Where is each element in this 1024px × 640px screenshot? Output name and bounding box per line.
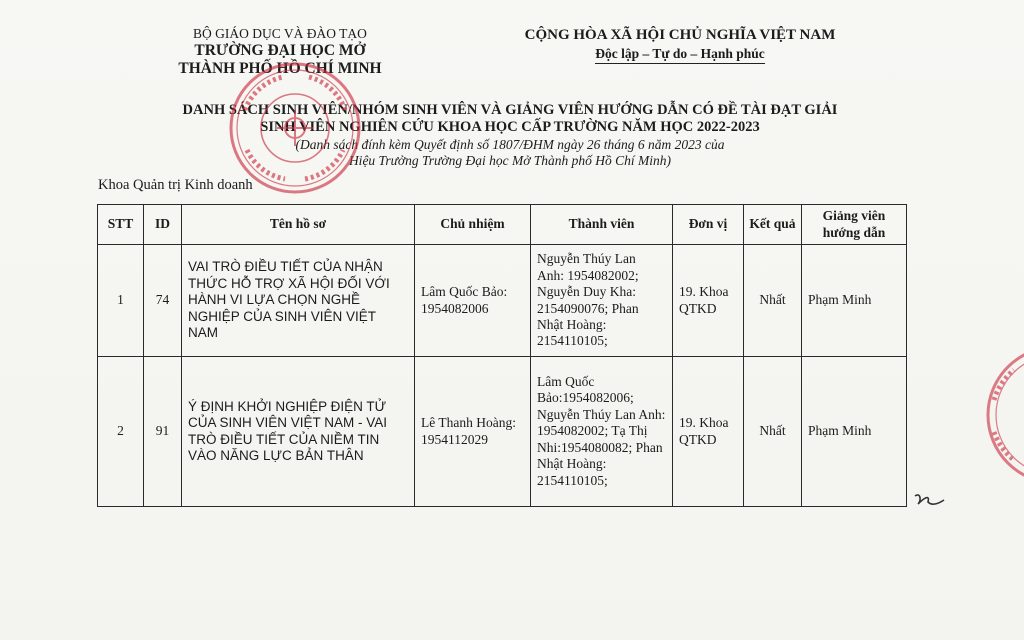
cell-line: TRÒ ĐIỀU TIẾT CỦA NIỀM TIN [188, 431, 380, 447]
cell-line: Nguyễn Thúy Lan Anh: [537, 406, 666, 422]
cell-line: NAM [188, 325, 218, 341]
document-title [110, 102, 910, 169]
cell-line: Lâm Quốc [537, 373, 595, 389]
cell-id: 74 [144, 245, 182, 357]
cell-line: 2154110105; [537, 333, 608, 349]
republic-name: CỘNG HÒA XÃ HỘI CHỦ NGHĨA VIỆT NAM [524, 27, 836, 43]
header-giang-vien-line2: hướng dẫn [822, 224, 886, 240]
cell-line: Nguyễn Duy Kha: [537, 284, 636, 300]
cell-stt: 1 [98, 245, 144, 357]
cell-line: THỨC HỖ TRỢ XÃ HỘI ĐỐI VỚI [188, 275, 390, 291]
cell-line: 1954082006 [421, 300, 489, 316]
title-note-line2: Hiệu Trưởng Trường Đại học Mở Thành phố Hồ Chí Minh) [348, 152, 672, 168]
cell-line: QTKD [679, 431, 717, 447]
cell-line: Nhi:1954080082; Phan [537, 439, 663, 455]
cell-chu-nhiem [415, 357, 531, 507]
handwritten-initial [912, 490, 948, 512]
header-giang-vien-line1: Giảng viên [822, 208, 886, 224]
faculty-label: Khoa Quản trị Kinh doanh [98, 177, 253, 193]
cell-line: VAI TRÒ ĐIỀU TIẾT CỦA NHẬN [188, 259, 383, 275]
awards-table [97, 204, 907, 507]
cell-chu-nhiem [415, 245, 531, 357]
cell-line: Anh: 1954082002; [537, 267, 639, 283]
university-name-line2: THÀNH PHỐ HỒ CHÍ MINH [178, 60, 382, 78]
cell-giang-vien: Phạm Minh [802, 245, 907, 357]
cell-ten-ho-so [182, 245, 415, 357]
cell-line: 1954082002; Tạ Thị [537, 423, 648, 439]
cell-line: QTKD [679, 300, 717, 316]
cell-ket-qua: Nhất [744, 357, 802, 507]
cell-line: 2154110105; [537, 472, 608, 488]
cell-line: VÀO NĂNG LỰC BẢN THÂN [188, 447, 364, 463]
cell-line: Nguyễn Thúy Lan [537, 251, 636, 267]
table-row [98, 357, 907, 507]
cell-line: Ý ĐỊNH KHỞI NGHIỆP ĐIỆN TỬ [188, 398, 387, 414]
title-line2: SINH VIÊN NGHIÊN CỨU KHOA HỌC CẤP TRƯỜNG NĂM HỌC 2022-2023 [260, 119, 760, 136]
title-note-line1: (Danh sách đính kèm Quyết định số 1807/ĐHM ngày 26 tháng 6 năm 2023 của [295, 136, 725, 152]
partial-seal-stamp [984, 340, 1024, 490]
cell-line: CỦA SINH VIÊN VIỆT NAM - VAI [188, 415, 388, 431]
cell-line: 19. Khoa [679, 284, 729, 300]
cell-line: Nhật Hoàng: [537, 456, 607, 472]
cell-line: 2154090076; Phan [537, 300, 639, 316]
cell-ket-qua: Nhất [744, 245, 802, 357]
header-giang-vien [802, 205, 907, 245]
table-header-row [98, 205, 907, 245]
cell-line: Bảo:1954082006; [537, 390, 634, 406]
cell-line: 19. Khoa [679, 415, 729, 431]
cell-thanh-vien [531, 245, 673, 357]
header-ten-ho-so: Tên hồ sơ [182, 205, 415, 245]
cell-id: 91 [144, 357, 182, 507]
cell-don-vi [673, 357, 744, 507]
university-name-line1: TRƯỜNG ĐẠI HỌC MỞ [194, 41, 366, 59]
cell-don-vi [673, 245, 744, 357]
national-header [500, 26, 860, 64]
title-line1: DANH SÁCH SINH VIÊN/NHÓM SINH VIÊN VÀ GIẢNG VIÊN HƯỚNG DẪN CÓ ĐỀ TÀI ĐẠT GIẢI [182, 102, 838, 118]
header-ket-qua: Kết quả [744, 205, 802, 245]
header-don-vi: Đơn vị [673, 205, 744, 245]
national-motto: Độc lập – Tự do – Hạnh phúc [595, 46, 765, 64]
cell-line: 1954112029 [421, 431, 488, 447]
header-id: ID [144, 205, 182, 245]
cell-ten-ho-so [182, 357, 415, 507]
header-chu-nhiem: Chủ nhiệm [415, 205, 531, 245]
cell-line: Lê Thanh Hoàng: [421, 415, 516, 431]
cell-giang-vien: Phạm Minh [802, 357, 907, 507]
ministry-name: BỘ GIÁO DỤC VÀ ĐÀO TẠO [193, 26, 367, 41]
table-row [98, 245, 907, 357]
cell-thanh-vien [531, 357, 673, 507]
cell-line: Lâm Quốc Bảo: [421, 284, 508, 300]
header-thanh-vien: Thành viên [531, 205, 673, 245]
cell-line: NGHIỆP CỦA SINH VIÊN VIỆT [188, 308, 377, 324]
issuer-header [150, 26, 410, 78]
cell-stt: 2 [98, 357, 144, 507]
header-stt: STT [98, 205, 144, 245]
cell-line: Nhật Hoàng: [537, 316, 607, 332]
cell-line: HÀNH VI LỰA CHỌN NGHỀ [188, 292, 361, 308]
